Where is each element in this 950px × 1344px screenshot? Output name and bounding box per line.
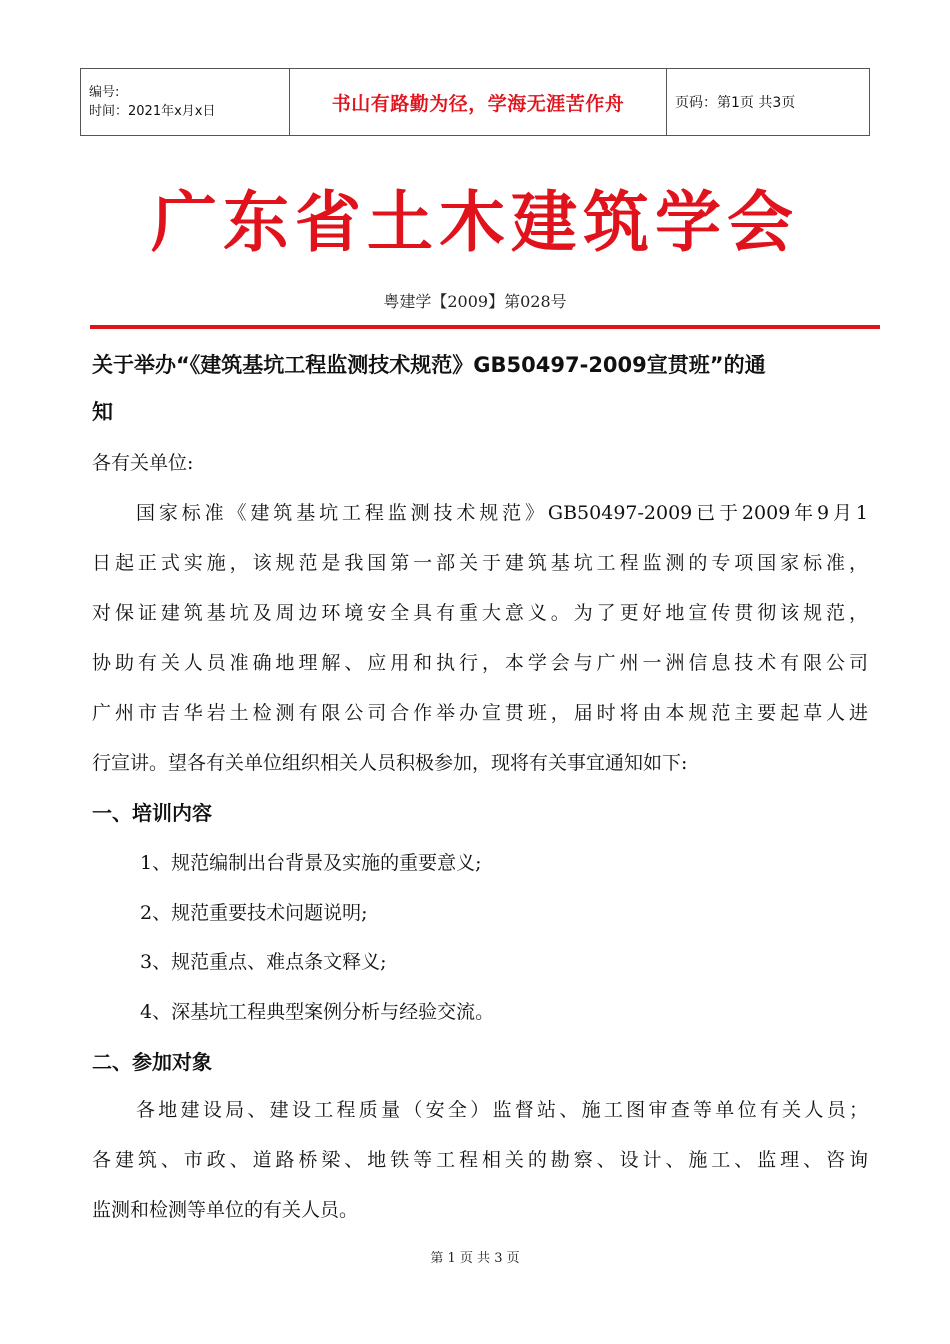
- header-left-cell: [81, 69, 290, 136]
- intro-paragraph: [92, 488, 868, 788]
- section-2-line-3: 监测和检测等单位的有关人员。: [92, 1199, 359, 1221]
- salutation: 各有关单位:: [92, 452, 194, 474]
- header-table: [80, 68, 870, 136]
- intro-line-2: 日起正式实施，该规范是我国第一部关于建筑基坑工程监测的专项国家标准，: [92, 552, 868, 574]
- header-page-info: 页码：第1页 共3页: [667, 69, 870, 136]
- section-1-item-1: 1、规范编制出台背景及实施的重要意义;: [140, 852, 482, 874]
- section-1-item-4: 4、深基坑工程典型案例分析与经验交流。: [140, 1001, 495, 1023]
- header-motto: 书山有路勤为径，学海无涯苦作舟: [290, 69, 667, 136]
- organization-title: 广东省土木建筑学会: [151, 184, 799, 261]
- section-1-item-2: 2、规范重要技术问题说明;: [140, 902, 368, 924]
- document-number-label: 编号:: [89, 85, 120, 100]
- section-2-paragraph: [92, 1085, 868, 1235]
- intro-line-5: 广州市吉华岩土检测有限公司合作举办宣贯班，届时将由本规范主要起草人进: [92, 702, 868, 724]
- intro-line-6: 行宣讲。望各有关单位组织相关人员积极参加，现将有关事宜通知如下:: [92, 752, 688, 774]
- intro-line-3: 对保证建筑基坑及周边环境安全具有重大意义。为了更好地宣传贯彻该规范，: [92, 602, 868, 624]
- intro-line-4: 协助有关人员准确地理解、应用和执行，本学会与广州一洲信息技术有限公司: [92, 652, 868, 674]
- document-number: 粤建学【2009】第028号: [383, 292, 567, 311]
- red-divider: [90, 325, 880, 329]
- page-footer: 第 1 页 共 3 页: [430, 1251, 520, 1266]
- notice-title-line-1: 关于举办“《建筑基坑工程监测技术规范》GB50497-2009宣贯班”的通: [92, 353, 766, 377]
- notice-title: [92, 342, 872, 436]
- section-1-heading: 一、培训内容: [92, 801, 212, 825]
- intro-line-1: 国家标准《建筑基坑工程监测技术规范》GB50497-2009已于2009年9月1: [136, 502, 868, 524]
- section-2-line-2: 各建筑、市政、道路桥梁、地铁等工程相关的勘察、设计、施工、监理、咨询: [92, 1149, 868, 1171]
- section-2-heading: 二、参加对象: [92, 1050, 212, 1074]
- section-2-line-1: 各地建设局、建设工程质量（安全）监督站、施工图审查等单位有关人员；: [136, 1099, 868, 1121]
- document-time-label: 时间：2021年x月x日: [89, 104, 216, 119]
- section-1-item-3: 3、规范重点、难点条文释义;: [140, 951, 387, 973]
- notice-title-line-2: 知: [92, 400, 113, 424]
